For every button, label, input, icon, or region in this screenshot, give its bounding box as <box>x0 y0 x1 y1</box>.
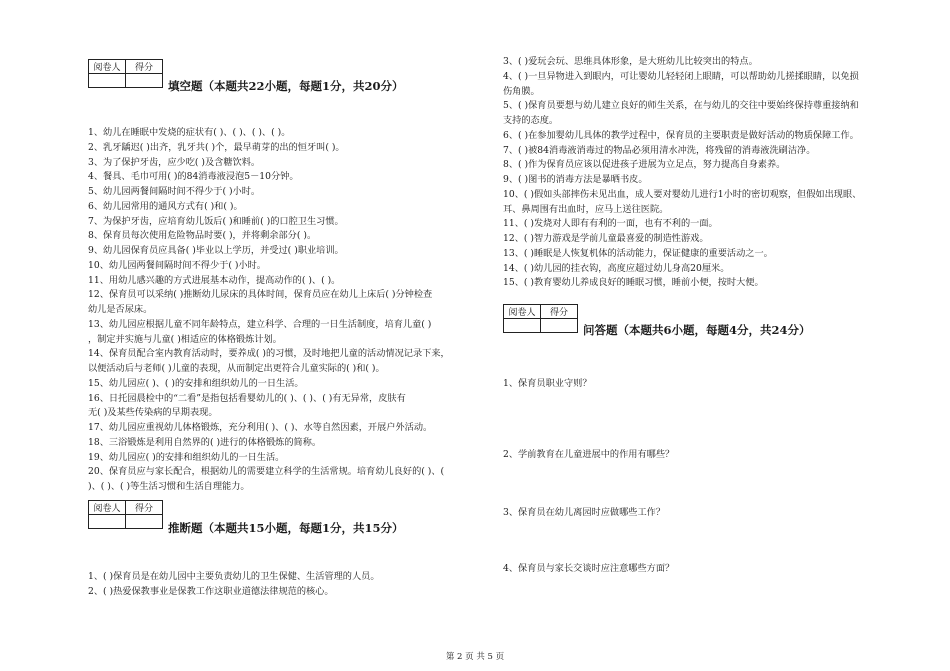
judge-line: 4、( )一旦异物进入到眼内，可让婴幼儿轻轻闭上眼睛，可以帮助幼儿搓揉眼睛，以免损 <box>503 70 859 82</box>
score-box-label-grader: 阅卷人 <box>89 501 126 515</box>
fill-line: 4、餐具、毛巾可用( )的84消毒液浸泡5－10分钟。 <box>88 171 299 183</box>
fill-line: 19、幼儿园应( )的安排和组织幼儿的一日生活。 <box>88 451 285 463</box>
fill-line: 9、幼儿园保育员应具备( )毕业以上学历，并受过( )职业培训。 <box>88 245 344 256</box>
fill-line: 10、幼儿园两餐间隔时间不得少于( )小时。 <box>88 259 266 271</box>
score-box-cell <box>89 515 126 529</box>
score-box-label-grader: 阅卷人 <box>504 305 541 319</box>
score-box-cell <box>126 515 163 529</box>
judge-line: 15、( )教育婴幼儿养成良好的睡眠习惯，睡前小便，按时大便。 <box>503 277 764 289</box>
fill-line: 以便活动后与老师( )儿童的表现，从而制定出更符合儿童实际的( )和( )。 <box>88 363 385 374</box>
judge-line: 10、( )假如头部摔伤未见出血，成人要对婴幼儿进行1小时的密切观察，但假如出现眼、 <box>503 188 862 200</box>
score-box-cell <box>126 74 163 88</box>
score-box-qa <box>503 304 578 333</box>
fill-line: 14、保育员配合室内教育活动时，要养成( )的习惯，及时地把儿童的活动情况记录下来， <box>88 348 450 360</box>
score-box-label-score: 得分 <box>126 501 163 515</box>
fill-line: ，制定并实施与儿童( )相适应的体格锻炼计划。 <box>88 333 282 345</box>
fill-line: 16、日托园晨检中的“二看”是指包括看婴幼儿的( )、( )、( )有无异常，皮肤有 <box>88 392 406 404</box>
judge-line: 11、( )发烧对人即有有利的一面，也有不利的一面。 <box>503 218 718 230</box>
judge-line: 6、( )在参加婴幼儿具体的教学过程中，保育员的主要职责是做好活动的物质保障工作。 <box>503 129 859 141</box>
score-box-label-score: 得分 <box>541 305 578 319</box>
judge-line: 9、( )图书的消毒方法是暴晒书皮。 <box>503 174 648 185</box>
qa-question: 3、保育员在幼儿离园时应做哪些工作？ <box>503 507 666 518</box>
fill-line: 20、保育员应与家长配合，根据幼儿的需要建立科学的生活常规。培育幼儿良好的( )、( <box>88 466 445 478</box>
qa-question: 2、学前教育在儿童进展中的作用有哪些？ <box>503 449 675 460</box>
judge-line: 耳、鼻周围有出血时，应马上送往医院。 <box>503 203 669 215</box>
score-box-cell <box>89 74 126 88</box>
judge-line: 14、( )幼儿园的挂衣钩，高度应超过幼儿身高20厘米。 <box>503 262 730 274</box>
fill-line: 幼儿是否尿床。 <box>88 304 153 315</box>
fill-line: 6、幼儿园常用的通风方式有( )和( )。 <box>88 200 243 212</box>
score-box-cell <box>504 319 541 333</box>
judge-line: 3、( )爱玩会玩、思维具体形象，是大班幼儿比较突出的特点。 <box>503 56 758 67</box>
section-title-fill: 填空题（本题共22小题，每题1分，共20分） <box>168 79 404 93</box>
page-footer: 第 2 页 共 5 页 <box>445 652 505 662</box>
score-box-fill <box>88 59 163 88</box>
fill-line: 18、三浴锻炼是利用自然界的( )进行的体格锻炼的简称。 <box>88 436 322 448</box>
fill-line: 8、保育员每次使用危险物品时要( )，并将剩余部分( )。 <box>88 230 317 242</box>
judge-line: 支持的态度。 <box>503 115 559 126</box>
qa-question: 4、保育员与家长交谈时应注意哪些方面？ <box>503 563 675 574</box>
judge-line: 1、( )保育员是在幼儿园中主要负责幼儿的卫生保健、生活管理的人员。 <box>88 571 380 582</box>
score-box-cell <box>541 319 578 333</box>
score-box-judge <box>88 500 163 529</box>
fill-line: 12、保育员可以采纳( )推断幼儿尿床的具体时间，保育员应在幼儿上床后( )分钟检查 <box>88 289 433 301</box>
fill-line: 11、用幼儿感兴趣的方式进展基本动作，提高动作的( )、( )。 <box>88 274 341 286</box>
score-box-label-score: 得分 <box>126 60 163 74</box>
fill-line: 5、幼儿园两餐间隔时间不得少于( )小时。 <box>88 186 261 197</box>
section-title-judge: 推断题（本题共15小题，每题1分，共15分） <box>168 521 404 535</box>
judge-line: 8、( )作为保育员应该以促进孩子进展为立足点，努力提高自身素养。 <box>503 159 786 171</box>
judge-line: 13、( )睡眠是人恢复机体的活动能力，保证健康的重要活动之一。 <box>503 247 773 259</box>
judge-line: 7、( )被84消毒液消毒过的物品必须用清水冲洗，将残留的消毒液洗刷洁净。 <box>503 144 816 156</box>
fill-line: 7、为保护牙齿，应培育幼儿饭后( )和睡前( )的口腔卫生习惯。 <box>88 215 344 227</box>
judge-line: 2、( )热爱保教事业是保教工作这职业道德法律规范的核心。 <box>88 585 334 597</box>
fill-line: 17、幼儿园应重视幼儿体格锻炼，充分利用( )、( )、水等自然因素，开展户外活动。 <box>88 422 433 433</box>
judge-line: 5、( )保育员要想与幼儿建立良好的师生关系，在与幼儿的交往中要始终保持尊重接纳和 <box>503 100 859 112</box>
judge-line: 伤角膜。 <box>503 85 540 97</box>
fill-line: 15、幼儿园应( )、( )的安排和组织幼儿的一日生活。 <box>88 377 304 389</box>
fill-line: 无( )及某些传染病的早期表现。 <box>88 407 218 419</box>
section-title-qa: 问答题（本题共6小题，每题4分，共24分） <box>583 323 811 337</box>
fill-line: 13、幼儿园应根据儿童不同年龄特点，建立科学、合理的一日生活制度，培育儿童( ) <box>88 318 432 330</box>
fill-questions <box>88 126 450 495</box>
qa-question: 1、保育员职业守则？ <box>503 378 592 389</box>
judge-line: 12、( )智力游戏是学前儿童最喜爱的制造性游戏。 <box>503 233 709 244</box>
score-box-label-grader: 阅卷人 <box>89 60 126 74</box>
fill-line: 1、幼儿在睡眠中发烧的症状有( )、( )、( )、( )。 <box>88 127 291 138</box>
fill-line: )、( )、( )等生活习惯和生活自理能力。 <box>88 481 250 492</box>
judge-questions-right <box>503 55 861 291</box>
fill-line: 2、乳牙龋迟( )出齐，乳牙共( )个，最早萌芽的出的恒牙叫( )。 <box>88 141 345 153</box>
judge-questions-left <box>88 570 380 600</box>
fill-line: 3、为了保护牙齿，应少吃( )及含糖饮料。 <box>88 156 261 168</box>
